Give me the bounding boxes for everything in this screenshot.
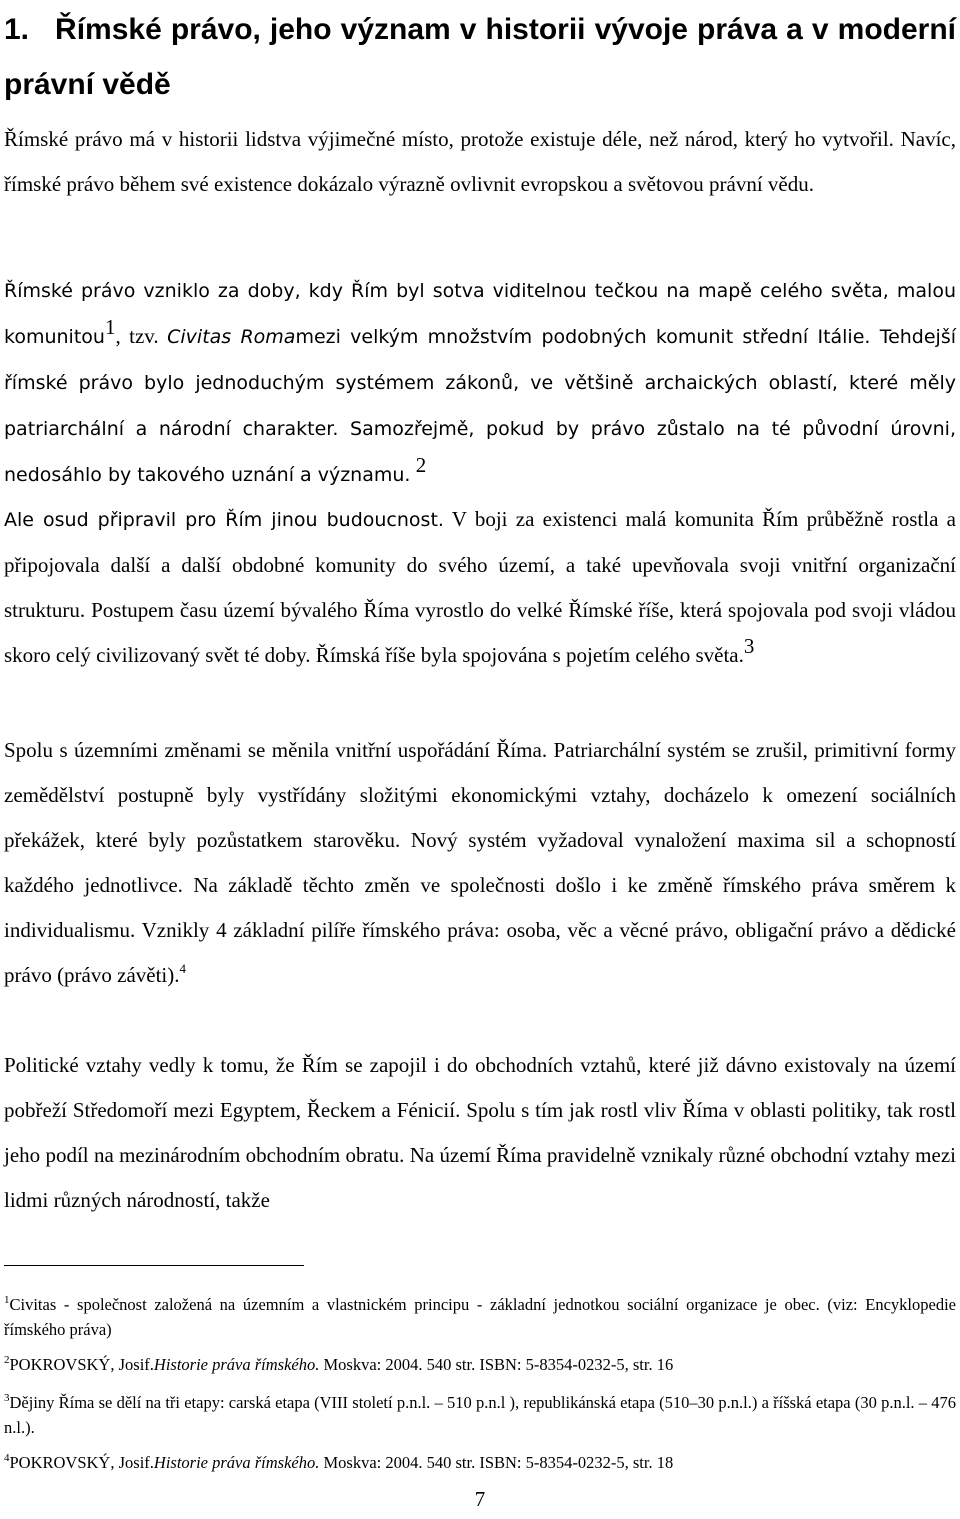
footnote-ref-4: 4 [179,961,186,976]
footnote-4 [4,1450,956,1475]
footnote-4-details: Moskva: 2004. 540 str. ISBN: 5-8354-0232-5, str. 18 [319,1453,674,1472]
paragraph-2 [4,268,956,498]
footnote-1-number: 1 [4,1294,10,1306]
footnote-1-text: Civitas - společnost založená na územním a vlastnickém principu - základní jednotkou sociální organizace je obec. (viz: Encyklopedie římského práva) [4,1295,956,1339]
footnote-3 [4,1390,956,1440]
footnote-ref-2: 2 [415,453,427,477]
footnote-2-author: POKROVSKÝ, Josif. [9,1355,154,1374]
paragraph-5: Politické vztahy vedly k tomu, že Řím se zapojil i do obchodních vztahů, které již dávno existovaly na území pobřeží Středomoří mezi Egyptem, Řeckem a Fénicií. Spolu s tím jak rostl vliv Říma v oblasti politiky, tak rostl jeho podíl na mezinárodním obchodním obratu. Na území Říma pravidelně vznikaly různé obchodní vztahy mezi lidmi různých národností, takže [4,1053,956,1212]
section-title: Římské právo, jeho význam v historii vývoje práva a v moderní právní vědě [4,13,956,101]
paragraph-2-text-a: Římské právo vzniklo za doby, kdy Řím byl sotva viditelnou tečkou na mapě celého světa, malou komunitou [4,280,956,348]
paragraph-3 [4,497,956,678]
section-number: 1. [4,13,30,46]
page-number: 7 [474,1487,486,1511]
footnote-3-text: Dějiny Říma se dělí na tři etapy: carská etapa (VIII století p.n.l. – 510 p.n.l ), republikánská etapa (510–30 p.n.l.) a říšská etapa (30 p.n.l. – 476 n.l.). [4,1393,956,1437]
paragraph-3-text-a: Ale osud připravil pro Řím jinou budoucnost. [4,509,444,531]
footnote-4-book-title: Historie práva římského. [153,1453,320,1472]
footnote-2-number: 2 [4,1354,10,1366]
paragraph-3-text-b: V boji za existenci malá komunita Řím průběžně rostla a připojovala další a další obdobné komunity do svého území, a také upevňovala svoji vnitřní organizační strukturu. [4,507,956,622]
paragraph-2-text-b: , tzv. [115,324,168,348]
footnote-ref-1: 1 [104,315,116,339]
footnote-ref-3: 3 [743,634,755,658]
footnote-2-book-title: Historie práva římského. [153,1355,320,1374]
footnote-3-number: 3 [4,1392,10,1404]
footnote-2-details: Moskva: 2004. 540 str. ISBN: 5-8354-0232-5, str. 16 [319,1355,674,1374]
footnote-4-number: 4 [4,1452,10,1464]
section-heading [4,2,956,112]
paragraph-3-text-c: Postupem času území bývalého Říma vyrostlo do velké Římské říše, která spojovala pod svoji vládou skoro celý civilizovaný svět té doby. Římská říše byla spojována s pojetím celého světa. [4,598,956,667]
paragraph-1: Římské právo má v historii lidstva výjimečné místo, protože existuje déle, než národ, který ho vytvořil. Navíc, římské právo během své existence dokázalo výrazně ovlivnit evropskou a světovou právní vědu. [4,127,956,196]
footnote-2 [4,1352,956,1377]
footnote-4-author: POKROVSKÝ, Josif. [9,1453,154,1472]
paragraph-2-text-c: mezi velkým množstvím podobných komunit střední Itálie. [295,326,871,348]
paragraph-2-text-e: Samozřejmě, pokud by právo zůstalo na té původní úrovni, nedosáhlo by takového uznání a významu. [4,418,956,486]
paragraph-4-text: Spolu s územními změnami se měnila vnitřní uspořádání Říma. Patriarchální systém se zrušil, primitivní formy zemědělství postupně byly vystřídány složitými ekonomickými vztahy, docházelo k omezení sociálních překážek, které byly pozůstatkem starověku. Nový systém vyžadoval vynaložení maxima sil a schopností každého jednotlivce. Na základě těchto změn ve společnosti došlo i ke změně římského práva směrem k individualismu. Vznikly 4 základní pilíře římského práva: osoba, věc a věcné právo, obligační právo a dědické právo (právo závěti). [4,738,956,987]
civitas-roma-term: Civitas Roma [167,326,296,348]
footnote-separator [4,1265,304,1266]
paragraph-2-text-d: Tehdejší římské právo bylo jednoduchým systémem zákonů, ve většině archaických oblastí, které měly patriarchální a národní charakter. [4,326,957,440]
footnote-1 [4,1292,956,1342]
paragraph-4 [4,728,956,998]
